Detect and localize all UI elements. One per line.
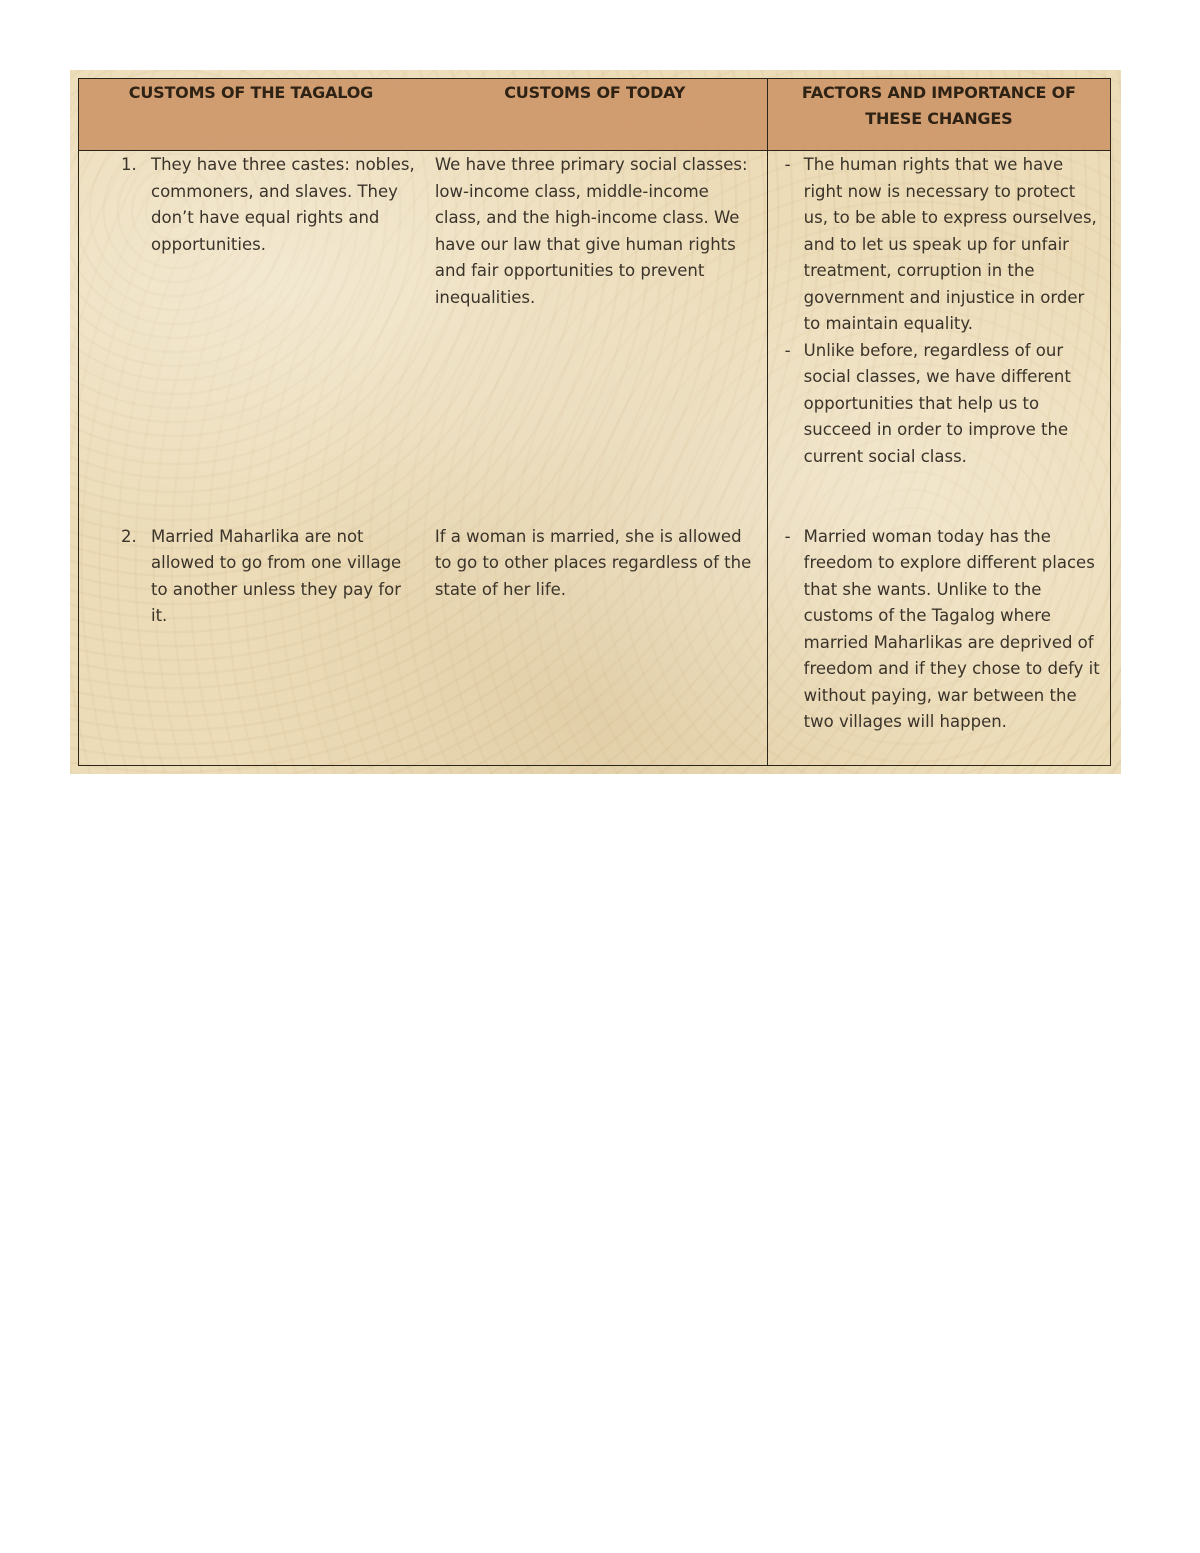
factors-cell xyxy=(767,151,1110,523)
header-customs-of-the-tagalog: CUSTOMS OF THE TAGALOG xyxy=(79,79,423,151)
numbered-item xyxy=(87,152,415,258)
today-custom-text: If a woman is married, she is allowed to go to other places regardless of the state of her life. xyxy=(434,526,752,599)
table-row xyxy=(79,151,1111,523)
factor-bullet xyxy=(776,152,1104,338)
bullet-dash: - xyxy=(784,526,791,546)
bullet-dash: - xyxy=(784,155,791,174)
table-header-row xyxy=(79,79,1111,151)
table-row xyxy=(79,523,1111,766)
tagalog-custom-text: Married Maharlika are not allowed to go from one village to another unless they pay for it. xyxy=(151,526,402,625)
factor-bullet xyxy=(776,524,1104,736)
parchment-frame xyxy=(70,70,1121,774)
customs-comparison-table xyxy=(78,78,1111,766)
header-customs-of-today: CUSTOMS OF TODAY xyxy=(423,79,767,151)
factor-text: Married woman today has the freedom to explore different places that she wants. Unlike to the customs of the Tagalog where married Maharlikas are deprived of freedom and if they chose to defy it without paying, war between the two villages will happen. xyxy=(803,526,1100,731)
factor-text: Unlike before, regardless of our social classes, we have different opportunities that help us to succeed in order to improve the current social class. xyxy=(803,340,1071,466)
factors-cell xyxy=(767,523,1110,766)
tagalog-custom-text: They have three castes: nobles, commoners, and slaves. They don’t have equal rights and opportunities. xyxy=(151,155,415,254)
header-factors-and-importance: FACTORS AND IMPORTANCE OF THESE CHANGES xyxy=(767,79,1110,151)
bullet-dash: - xyxy=(784,340,791,360)
factor-text: The human rights that we have right now is necessary to protect us, to be able to express ourselves, and to let us speak up for unfair treatment, corruption in the government and injustice in order to maintain equality. xyxy=(803,155,1097,333)
today-cell xyxy=(423,151,767,523)
item-number: 1. xyxy=(121,155,137,174)
tagalog-cell xyxy=(79,523,423,766)
numbered-item xyxy=(87,524,415,630)
factor-bullet xyxy=(776,338,1104,471)
today-custom-text: We have three primary social classes: low-income class, middle-income class, and the high-income class. We have our law that give human rights and fair opportunities to prevent inequalities. xyxy=(434,155,748,307)
today-cell xyxy=(423,523,767,766)
tagalog-cell xyxy=(79,151,423,523)
item-number: 2. xyxy=(121,526,137,546)
